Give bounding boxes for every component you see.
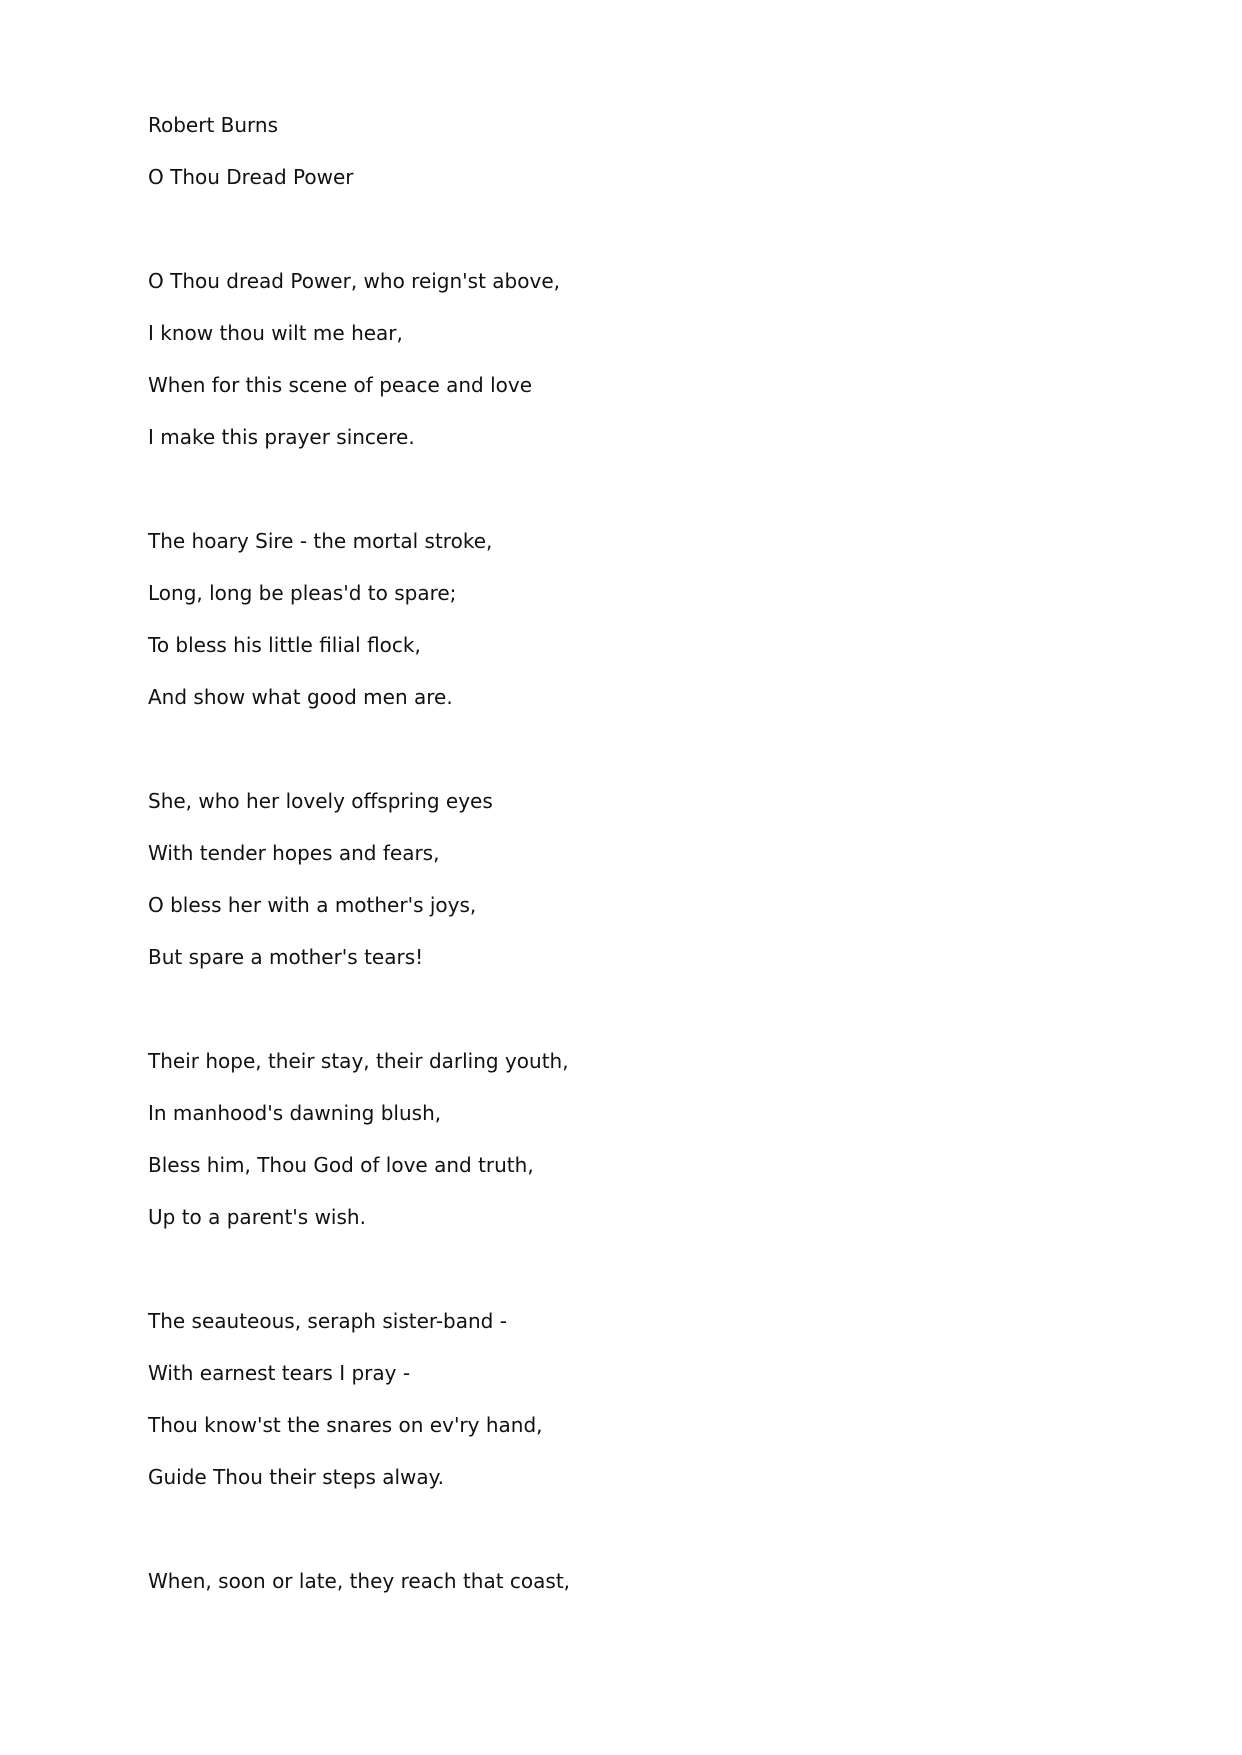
poem-line: The seauteous, seraph sister-band - (148, 1309, 507, 1333)
poem-line: The hoary Sire - the mortal stroke, (148, 529, 493, 553)
poem-line: Bless him, Thou God of love and truth, (148, 1153, 534, 1177)
poem-text (148, 108, 1108, 1616)
poem-line: She, who her lovely offspring eyes (148, 789, 493, 813)
poem-line: O Thou dread Power, who reign'st above, (148, 269, 560, 293)
poem-line: When, soon or late, they reach that coast, (148, 1569, 571, 1593)
stanza-3 (148, 784, 1108, 992)
stanza-1 (148, 264, 1108, 472)
poem-line: Long, long be pleas'd to spare; (148, 581, 457, 605)
poem-line: Their hope, their stay, their darling youth, (148, 1049, 569, 1073)
poem-line: Up to a parent's wish. (148, 1205, 366, 1229)
poem-line: With tender hopes and fears, (148, 841, 440, 865)
poem-line: O bless her with a mother's joys, (148, 893, 477, 917)
poem-line: And show what good men are. (148, 685, 453, 709)
stanza-6 (148, 1564, 1108, 1616)
poem-line: To bless his little filial flock, (148, 633, 421, 657)
stanza-4 (148, 1044, 1108, 1252)
poem-line: In manhood's dawning blush, (148, 1101, 442, 1125)
author-name: Robert Burns (148, 113, 279, 137)
poem-title: O Thou Dread Power (148, 165, 354, 189)
poem-line: With earnest tears I pray - (148, 1361, 411, 1385)
stanza-5 (148, 1304, 1108, 1512)
poem-line: But spare a mother's tears! (148, 945, 424, 969)
poem-line: I make this prayer sincere. (148, 425, 415, 449)
stanza-2 (148, 524, 1108, 732)
poem-line: When for this scene of peace and love (148, 373, 533, 397)
poem-line: Guide Thou their steps alway. (148, 1465, 445, 1489)
poem-line: I know thou wilt me hear, (148, 321, 403, 345)
poem-line: Thou know'st the snares on ev'ry hand, (148, 1413, 543, 1437)
